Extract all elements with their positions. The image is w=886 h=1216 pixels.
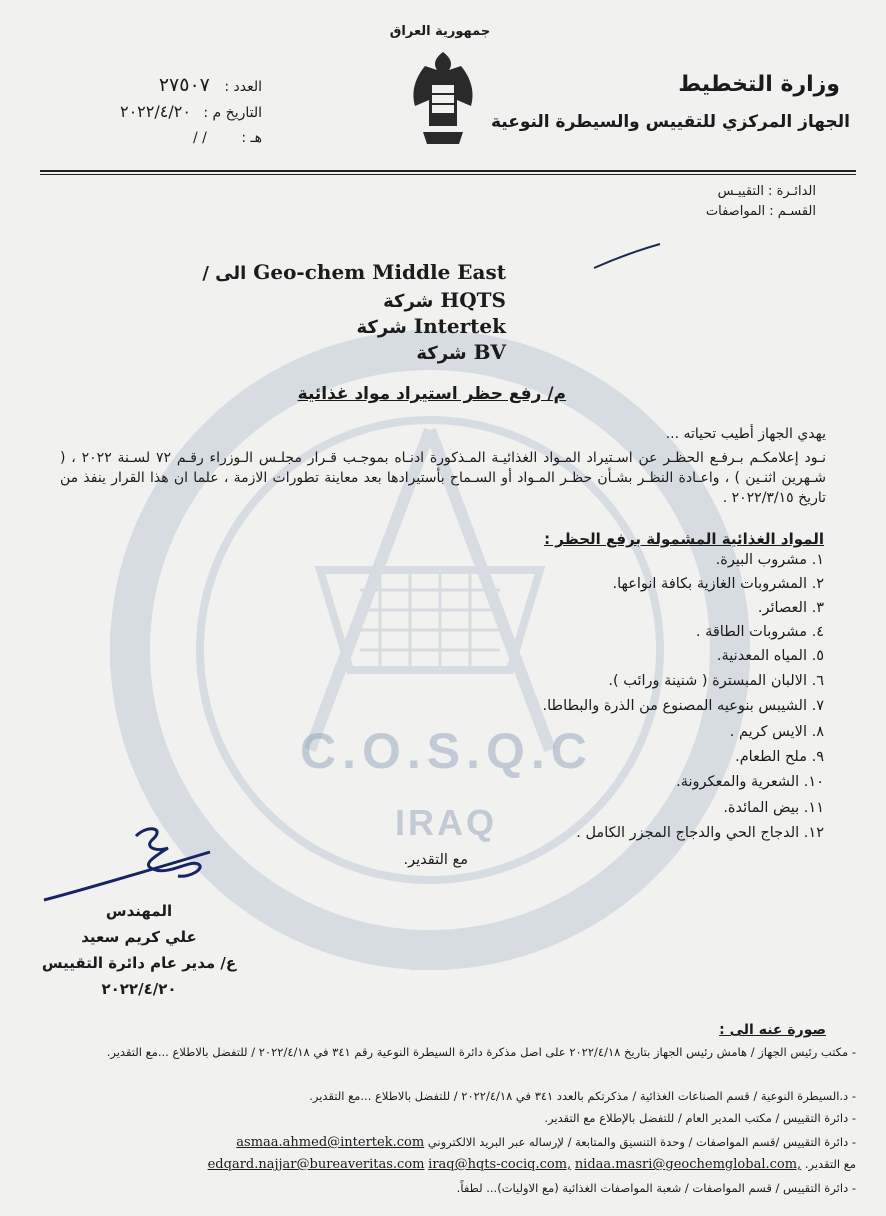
list-item: ٤. مشروبات الطاقة .	[695, 624, 824, 640]
section-line: القسـم : المواصفات	[705, 204, 816, 219]
date-label: التاريخ م :	[203, 105, 262, 121]
cc-line-6: - دائرة التقييس / قسم المواصفات / شعبة المواصفات الغذائية (مع الاوليات)... لطفاً.	[456, 1181, 856, 1195]
cc-line-2: - د.السيطرة النوعية / قسم الصناعات الغذائية / مذكرتكم بالعدد ٣٤١ في ٢٠٢٢/٤/١٨ / للتفضل بالاطلاع ...مع التقدير.	[309, 1089, 856, 1103]
header-divider-thin	[40, 174, 856, 175]
cc-line-4-text: - دائرة التقييس /قسم المواصفات / وحدة التنسيق والمتابعة / لإرساله عبر البريد الالكتروني	[427, 1135, 856, 1149]
list-item: ١٢. الدجاج الحي والدجاج المجزر الكامل .	[576, 825, 824, 841]
cc-line-1: - مكتب رئيس الجهاز / هامش رئيس الجهاز بتاريخ ٢٠٢٢/٤/١٨ على اصل مذكرة دائرة السيطرة النوعية رقم ٣٤١ في ٢٠٢٢/٤/١٨ / للتفضل بالاطلاع ...مع التقدير.	[106, 1045, 856, 1059]
recipient-4-name: BV	[473, 340, 506, 364]
list-item: ٦. الالبان المبسترة ( شنينة ورائب ).	[608, 673, 824, 689]
recipient-2	[383, 288, 506, 312]
agency-name: الجهاز المركزي للتقييس والسيطرة النوعية	[490, 112, 850, 132]
list-item: ١١. بيض المائدة.	[723, 800, 824, 816]
signature-date: ٢٠٢٢/٤/٢٠	[101, 980, 177, 998]
list-item: ٨. الايس كريم .	[729, 724, 824, 740]
list-item: ٧. الشيبس بنوعيه المصنوع من الذرة والبطاطا.	[542, 698, 824, 714]
email-link[interactable]: asmaa.ahmed@intertek.com	[236, 1135, 425, 1150]
watermark-subtext: IRAQ	[395, 802, 497, 843]
recipient-3	[357, 314, 506, 338]
company-prefix: شركة	[416, 343, 467, 364]
division-line: الدائـرة : التقييـس	[717, 184, 816, 199]
list-item: ١. مشروب البيرة.	[715, 552, 824, 568]
to-label: الى /	[202, 263, 247, 284]
body-paragraph: نـود إعلامكـم بـرفـع الحظـر عن اسـتيراد المـواد الغذائيـة المـذكورة ادنـاه بموجـب قـرار مجلـس الـوزراء رقـم ٧٢ لسـنة ٢٠٢٢ ، ( شـهرين اثنـين ) ، واعـادة النظـر بشـأن حظـر المـواد أو السـماح بأستيرادها بعد معاينة تطورات الازمة ، علما ان هذا القرار ينفذ من تاريخ ٢٠٢٢/٣/١٥ .	[60, 450, 826, 506]
document-number	[62, 74, 262, 96]
document-date	[62, 102, 262, 121]
handwritten-signature	[40, 822, 220, 906]
cc-line-4	[60, 1134, 856, 1151]
cc-line-5-suffix: مع التقدير.	[804, 1157, 856, 1171]
iraq-eagle-emblem-icon	[405, 48, 481, 152]
watermark-text: C.O.S.Q.C	[300, 723, 593, 779]
list-item: ٢. المشروبات الغازية بكافة انواعها.	[612, 576, 824, 592]
document-hijri-date	[62, 130, 262, 146]
cc-title: صورة عنه الى :	[719, 1022, 826, 1038]
header-divider	[40, 170, 856, 172]
list-title: المواد الغذائية المشمولة برفع الحظر :	[544, 530, 824, 548]
cc-line-5	[60, 1156, 856, 1173]
ministry-name: وزارة التخطيط	[678, 72, 840, 97]
number-value: ٢٧٥٠٧	[158, 74, 210, 96]
recipient-2-name: HQTS	[440, 288, 506, 312]
hijri-value: / /	[193, 130, 207, 146]
recipient-4	[416, 340, 506, 364]
list-item: ٩. ملح الطعام.	[735, 749, 824, 765]
hijri-label: هـ :	[241, 130, 262, 146]
number-label: العدد :	[224, 79, 262, 95]
company-prefix: شركة	[356, 317, 407, 338]
handwritten-stroke	[592, 242, 662, 272]
republic-name: جمهورية العراق	[389, 24, 491, 39]
company-prefix: شركة	[383, 291, 434, 312]
list-item: ١٠. الشعرية والمعكرونة.	[676, 774, 824, 790]
closing-line: مع التقدير.	[403, 852, 468, 868]
email-link[interactable]: nidaa.masri@geochemglobal.com,	[574, 1157, 802, 1172]
recipient-3-name: Intertek	[413, 314, 506, 338]
signatory-title: المهندس	[105, 902, 173, 920]
list-item: ٥. المياه المعدنية.	[716, 648, 824, 664]
signatory-name: علي كريم سعيد	[81, 928, 197, 946]
signatory-position: ع/ مدير عام دائرة التقييس	[41, 954, 237, 972]
letter-subject: م/ رفع حظر استيراد مواد غذائية	[297, 384, 566, 404]
email-link[interactable]: edqard.najjar@bureaveritas.com	[207, 1157, 425, 1172]
list-item: ٣. العصائر.	[757, 600, 824, 616]
email-link[interactable]: iraq@hqts-cociq.com,	[428, 1157, 572, 1172]
recipient-1	[202, 260, 506, 284]
signature-block	[34, 898, 244, 1002]
cc-line-3: - دائرة التقييس / مكتب المدير العام / للتفضل بالإطلاع مع التقدير.	[544, 1111, 856, 1125]
date-value: ٢٠٢٢/٤/٢٠	[119, 102, 191, 121]
recipient-1-name: Geo-chem Middle East	[253, 260, 506, 284]
greeting: يهدي الجهاز أطيب تحياته ...	[665, 426, 826, 442]
